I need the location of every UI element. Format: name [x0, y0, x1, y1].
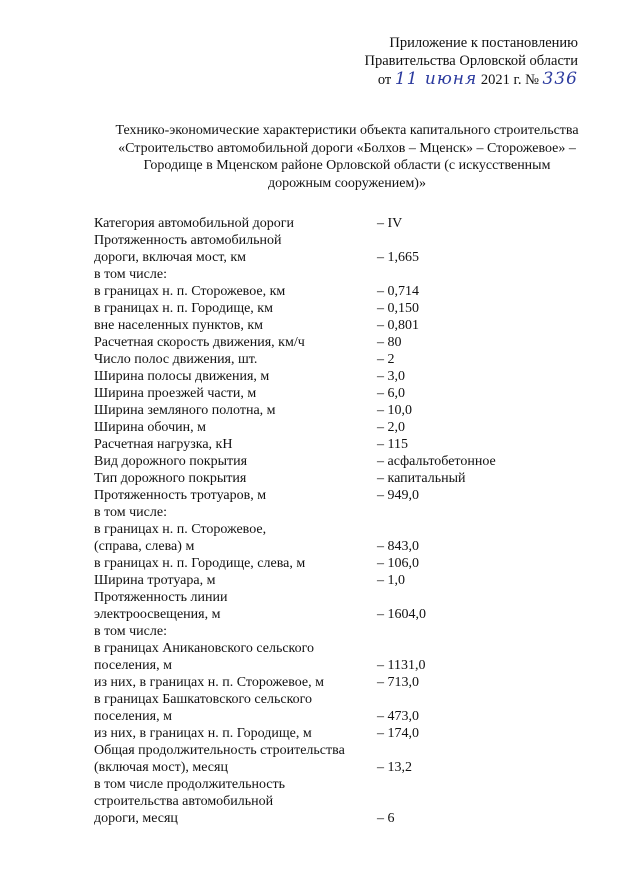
characteristic-row [94, 606, 594, 623]
characteristic-row [94, 487, 594, 504]
characteristic-value: – 174,0 [377, 726, 419, 741]
characteristic-value: – 2 [377, 352, 395, 367]
characteristic-label: в границах н. п. Городище, слева, м [94, 556, 306, 571]
characteristic-row [94, 810, 594, 827]
characteristic-label: Общая продолжительность строительства [94, 743, 345, 758]
characteristic-value: – 2,0 [377, 420, 405, 435]
year-and-number-label: 2021 г. № [480, 72, 539, 88]
characteristic-row [94, 793, 594, 810]
characteristic-row [94, 266, 594, 283]
characteristic-value: – 6,0 [377, 386, 405, 401]
characteristics-list [94, 215, 594, 827]
characteristic-row [94, 300, 594, 317]
characteristic-row [94, 504, 594, 521]
characteristic-value: – 80 [377, 335, 402, 350]
characteristic-row [94, 249, 594, 266]
characteristic-value: – 0,150 [377, 301, 419, 316]
header-line-1: Приложение к постановлению [389, 35, 578, 51]
characteristic-row [94, 419, 594, 436]
characteristic-label: Протяженность тротуаров, м [94, 488, 267, 503]
characteristic-row [94, 742, 594, 759]
characteristic-value: – 1,665 [377, 250, 419, 265]
characteristic-label: Вид дорожного покрытия [94, 454, 248, 469]
characteristic-label: из них, в границах н. п. Городище, м [94, 726, 312, 741]
characteristic-label: Ширина полосы движения, м [94, 369, 270, 384]
characteristic-row [94, 776, 594, 793]
characteristic-value: – 106,0 [377, 556, 419, 571]
date-prefix: от [377, 72, 392, 88]
characteristic-row [94, 470, 594, 487]
characteristic-label: Число полос движения, шт. [94, 352, 258, 367]
characteristic-value: – 10,0 [377, 403, 412, 418]
characteristic-row [94, 589, 594, 606]
characteristic-label: вне населенных пунктов, км [94, 318, 264, 333]
characteristic-label: в границах н. п. Сторожевое, км [94, 284, 286, 299]
characteristic-row [94, 572, 594, 589]
characteristic-label: в границах Башкатовского сельского [94, 692, 313, 707]
characteristic-label: в том числе: [94, 267, 167, 282]
characteristic-row [94, 759, 594, 776]
characteristic-label: из них, в границах н. п. Сторожевое, м [94, 675, 324, 690]
characteristic-value: – 0,714 [377, 284, 419, 299]
characteristic-row [94, 232, 594, 249]
characteristic-value: – 843,0 [377, 539, 419, 554]
handwritten-number: 336 [542, 69, 578, 89]
characteristic-value: – 13,2 [377, 760, 412, 775]
characteristic-label: в границах Аникановского сельского [94, 641, 315, 656]
characteristic-row [94, 725, 594, 742]
characteristic-label: поселения, м [94, 658, 172, 673]
characteristic-row [94, 691, 594, 708]
characteristic-label: в том числе: [94, 624, 167, 639]
characteristic-label: Тип дорожного покрытия [94, 471, 247, 486]
characteristic-row [94, 521, 594, 538]
characteristic-row [94, 215, 594, 232]
header-line-2: Правительства Орловской области [364, 53, 578, 69]
characteristic-row [94, 555, 594, 572]
characteristic-value: – 713,0 [377, 675, 419, 690]
characteristic-row [94, 436, 594, 453]
characteristic-label: Протяженность автомобильной [94, 233, 282, 248]
characteristic-row [94, 453, 594, 470]
characteristic-row [94, 317, 594, 334]
characteristic-label: электроосвещения, м [94, 607, 221, 622]
characteristic-label: Ширина земляного полотна, м [94, 403, 276, 418]
characteristic-value: – 473,0 [377, 709, 419, 724]
characteristic-value: – 6 [377, 811, 395, 826]
characteristic-row [94, 385, 594, 402]
characteristic-label: (справа, слева) м [94, 539, 195, 554]
characteristic-row [94, 351, 594, 368]
characteristic-label: Расчетная скорость движения, км/ч [94, 335, 305, 350]
characteristic-label: Ширина проезжей части, м [94, 386, 257, 401]
appendix-header [338, 34, 578, 89]
characteristic-label: (включая мост), месяц [94, 760, 228, 775]
characteristic-row [94, 538, 594, 555]
characteristic-label: в границах н. п. Городище, км [94, 301, 273, 316]
characteristic-label: в том числе: [94, 505, 167, 520]
characteristic-value: – 1604,0 [377, 607, 426, 622]
characteristic-label: дороги, месяц [94, 811, 178, 826]
characteristic-value: – 949,0 [377, 488, 419, 503]
title-line-1: Технико-экономические характеристики объекта капитального строительства [115, 123, 579, 138]
characteristic-label: Категория автомобильной дороги [94, 216, 294, 231]
characteristic-label: Расчетная нагрузка, кН [94, 437, 233, 452]
characteristic-row [94, 283, 594, 300]
characteristic-row [94, 674, 594, 691]
characteristic-value: – асфальтобетонное [377, 454, 496, 469]
characteristic-label: поселения, м [94, 709, 172, 724]
characteristic-value: – 1,0 [377, 573, 405, 588]
characteristic-label: дороги, включая мост, км [94, 250, 247, 265]
characteristic-value: – IV [377, 216, 403, 231]
title-line-2: «Строительство автомобильной дороги «Болхов – Мценск» – Сторожевое» – [118, 140, 576, 156]
title-line-4: дорожным сооружением)» [268, 175, 426, 191]
characteristic-row [94, 657, 594, 674]
handwritten-date: 11 июня [394, 69, 478, 89]
characteristic-row [94, 402, 594, 419]
characteristic-label: Ширина тротуара, м [94, 573, 216, 588]
header-line-3 [338, 70, 578, 89]
characteristic-label: Ширина обочин, м [94, 420, 206, 435]
title-line-3: Городище в Мценском районе Орловской области (с искусственным [143, 158, 551, 173]
characteristic-label: Протяженность линии [94, 590, 228, 605]
characteristic-row [94, 368, 594, 385]
characteristic-label: в границах н. п. Сторожевое, [94, 522, 267, 537]
characteristic-value: – 0,801 [377, 318, 419, 333]
document-title [82, 122, 612, 192]
characteristic-value: – 3,0 [377, 369, 405, 384]
characteristic-label: в том числе продолжительность [94, 777, 286, 792]
characteristic-value: – 115 [377, 437, 408, 452]
characteristic-label: строительства автомобильной [94, 794, 274, 809]
characteristic-row [94, 640, 594, 657]
characteristic-row [94, 708, 594, 725]
characteristic-row [94, 623, 594, 640]
characteristic-value: – 1131,0 [377, 658, 426, 673]
characteristic-row [94, 334, 594, 351]
characteristic-value: – капитальный [377, 471, 466, 486]
